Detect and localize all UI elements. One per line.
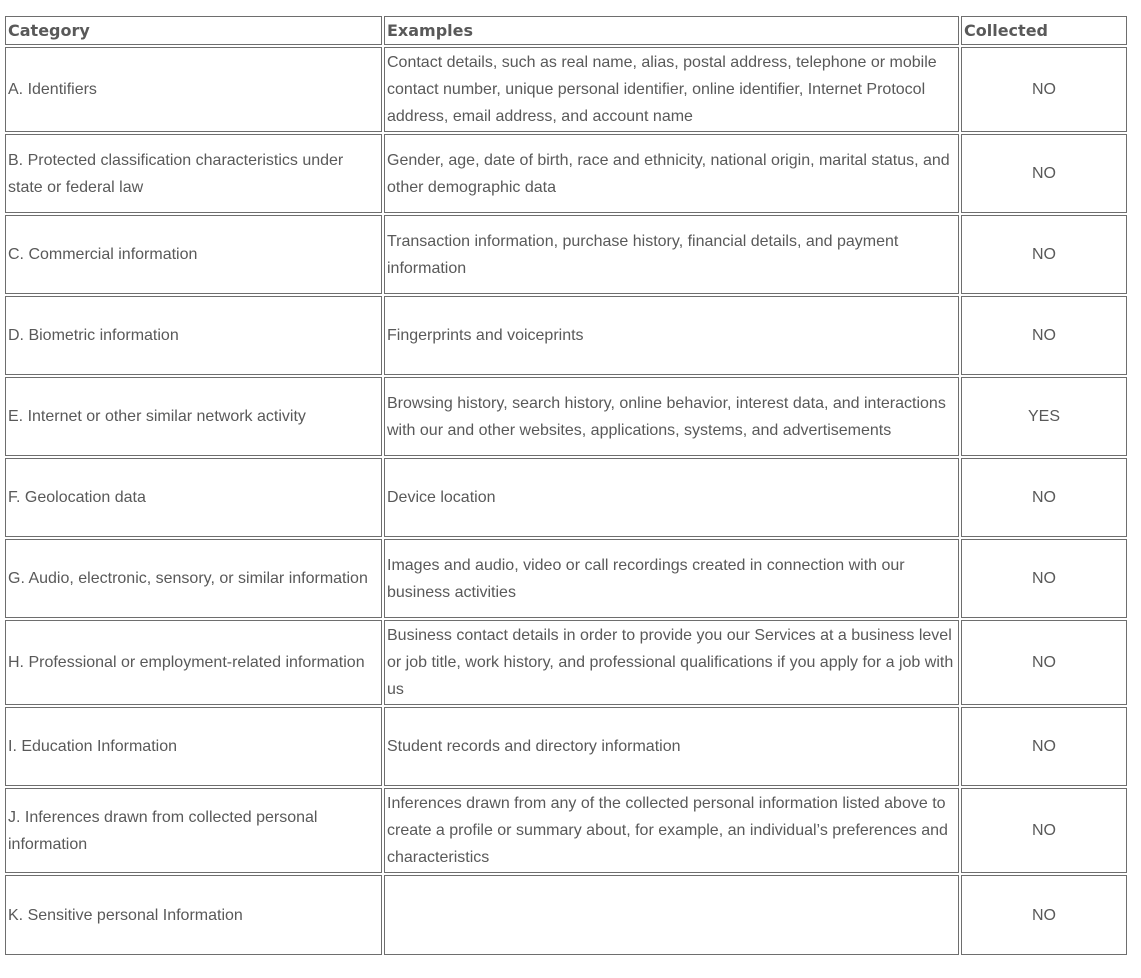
category-cell: J. Inferences drawn from collected personal information	[5, 788, 382, 873]
examples-cell: Inferences drawn from any of the collected personal information listed above to create a profile or summary about, for example, an individual’s preferences and characteristics	[384, 788, 959, 873]
table-header-row	[5, 16, 1127, 45]
examples-cell: Fingerprints and voiceprints	[384, 296, 959, 375]
header-collected: Collected	[961, 16, 1127, 45]
collected-cell: YES	[961, 377, 1127, 456]
category-cell: H. Professional or employment-related information	[5, 620, 382, 705]
examples-cell: Transaction information, purchase history, financial details, and payment information	[384, 215, 959, 294]
table-row	[5, 458, 1127, 537]
collected-cell: NO	[961, 47, 1127, 132]
category-cell: A. Identifiers	[5, 47, 382, 132]
data-collection-table	[3, 14, 1129, 957]
collected-cell: NO	[961, 788, 1127, 873]
examples-cell: Contact details, such as real name, alias, postal address, telephone or mobile contact number, unique personal identifier, online identifier, Internet Protocol address, email address, and account name	[384, 47, 959, 132]
table-row	[5, 377, 1127, 456]
data-collection-table-container	[3, 14, 1129, 957]
table-row	[5, 875, 1127, 955]
table-row	[5, 539, 1127, 618]
table-row	[5, 707, 1127, 786]
table-row	[5, 788, 1127, 873]
category-cell: K. Sensitive personal Information	[5, 875, 382, 955]
examples-cell: Student records and directory information	[384, 707, 959, 786]
table-row	[5, 620, 1127, 705]
category-cell: D. Biometric information	[5, 296, 382, 375]
table-row	[5, 215, 1127, 294]
collected-cell: NO	[961, 134, 1127, 213]
table-row	[5, 296, 1127, 375]
collected-cell: NO	[961, 539, 1127, 618]
header-category: Category	[5, 16, 382, 45]
category-cell: C. Commercial information	[5, 215, 382, 294]
table-row	[5, 47, 1127, 132]
category-cell: G. Audio, electronic, sensory, or similar information	[5, 539, 382, 618]
collected-cell: NO	[961, 875, 1127, 955]
category-cell: B. Protected classification characteristics under state or federal law	[5, 134, 382, 213]
collected-cell: NO	[961, 458, 1127, 537]
examples-cell: Images and audio, video or call recordings created in connection with our business activities	[384, 539, 959, 618]
examples-cell: Device location	[384, 458, 959, 537]
header-examples: Examples	[384, 16, 959, 45]
collected-cell: NO	[961, 707, 1127, 786]
category-cell: E. Internet or other similar network activity	[5, 377, 382, 456]
collected-cell: NO	[961, 620, 1127, 705]
category-cell: F. Geolocation data	[5, 458, 382, 537]
examples-cell: Business contact details in order to provide you our Services at a business level or job title, work history, and professional qualifications if you apply for a job with us	[384, 620, 959, 705]
examples-cell: Browsing history, search history, online behavior, interest data, and interactions with our and other websites, applications, systems, and advertisements	[384, 377, 959, 456]
examples-cell	[384, 875, 959, 955]
examples-cell: Gender, age, date of birth, race and ethnicity, national origin, marital status, and other demographic data	[384, 134, 959, 213]
category-cell: I. Education Information	[5, 707, 382, 786]
collected-cell: NO	[961, 215, 1127, 294]
collected-cell: NO	[961, 296, 1127, 375]
table-row	[5, 134, 1127, 213]
